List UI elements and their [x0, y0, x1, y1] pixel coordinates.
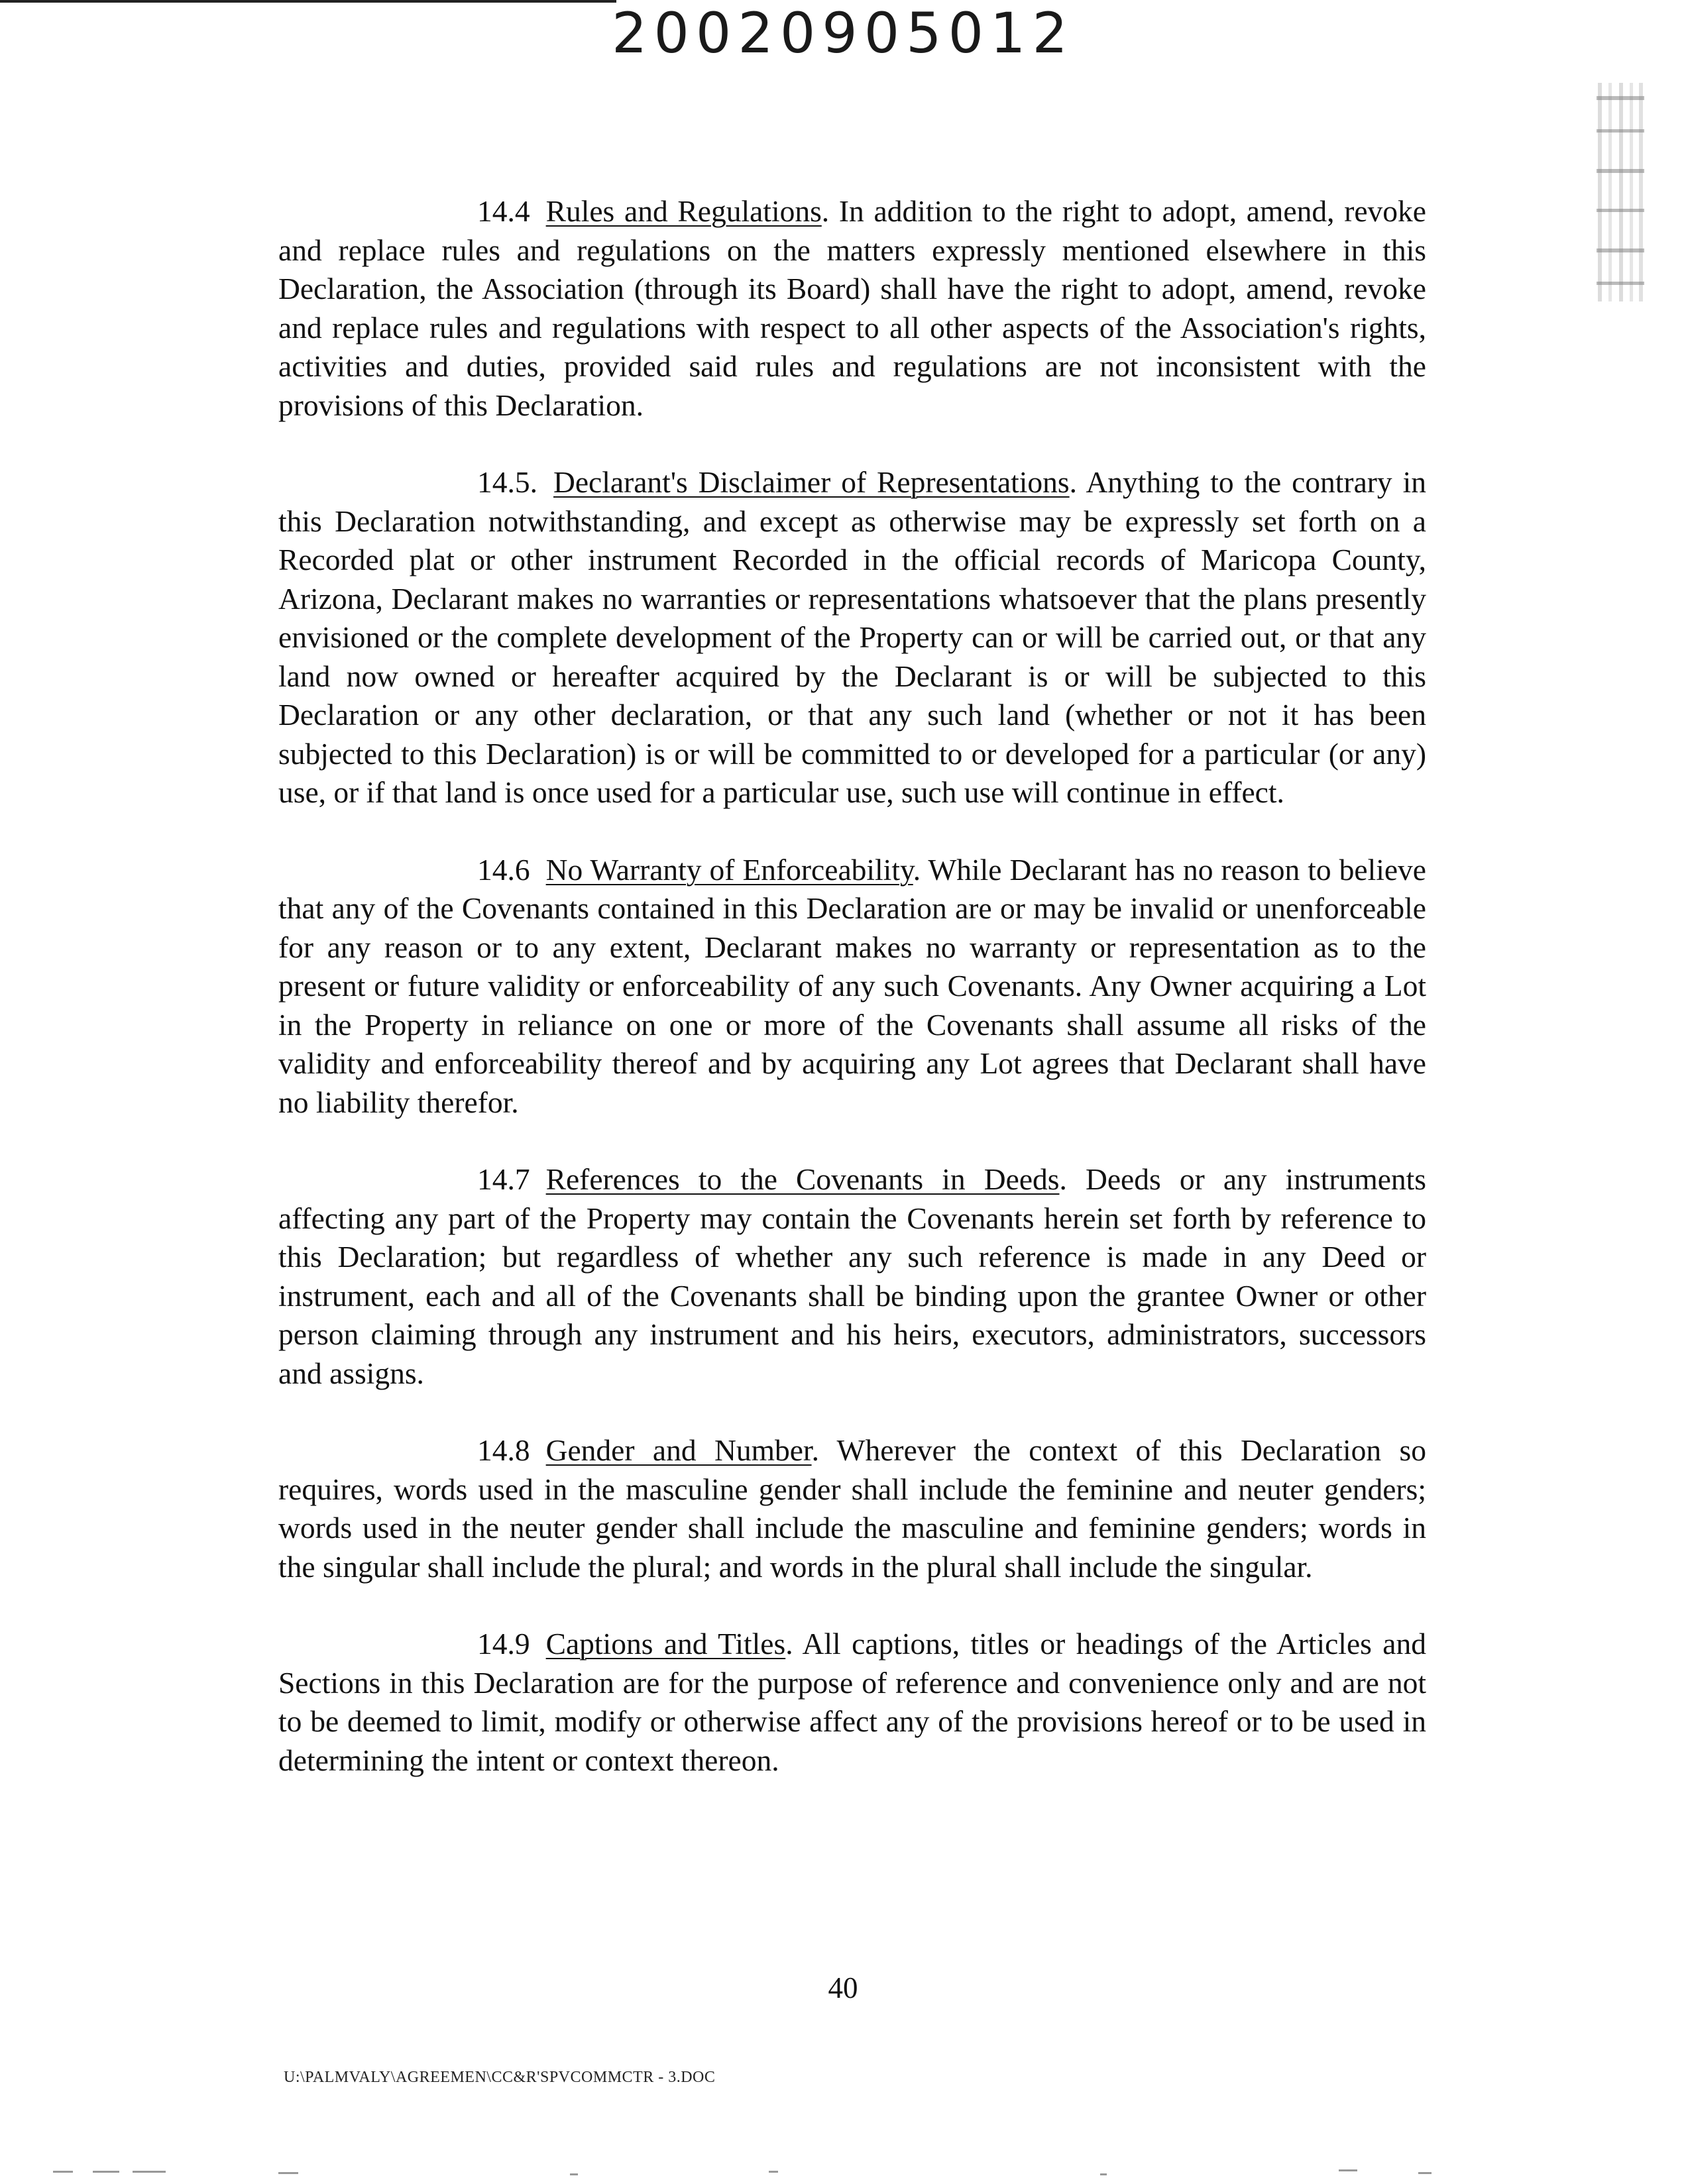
section-heading: References to the Covenants in Deeds [545, 1162, 1060, 1196]
section-number: 14.5. [477, 465, 537, 499]
section-text: Anything to the contrary in this Declaration notwithstanding, and except as otherwise may be expressly set forth on a Recorded plat or other instrument Recorded in the official records of Maricopa County, Arizona, Declarant makes no warranties or representations whatsoever that the plans presently envisioned or the complete development of the Property can or will be carried out, or that any land now owned or hereafter acquired by the Declarant is or will be subjected to this Declaration or any other declaration, or that any such land (whether or not it has been subjected to this Declaration) is or will be committed to or developed for a particular (or any) use, or if that land is once used for a particular use, such use will continue in effect. [278, 465, 1426, 809]
section-14-9: 14.9 Captions and Titles. All captions, titles or headings of the Articles and Sections in this Declaration are for the purpose of reference and convenience only and are not to be deemed to limit, modify or otherwise affect any of the provisions hereof or to be used in determining the intent or context thereon. [278, 1625, 1426, 1780]
file-path: U:\PALMVALY\AGREEMEN\CC&R'SPVCOMMCTR - 3.DOC [284, 2069, 716, 2086]
section-heading: Gender and Number [545, 1433, 812, 1467]
section-heading: Captions and Titles [545, 1627, 786, 1661]
section-number: 14.8 [477, 1433, 530, 1467]
section-text: In addition to the right to adopt, amend, revoke and replace rules and regulations on the matters expressly mentioned elsewhere in this Declaration, the Association (through its Board) shall have the right to adopt, amend, revoke and replace rules and regulations with respect to all other aspects of the Association's rights, activities and duties, provided said rules and regulations are not inconsistent with the provisions of this Declaration. [278, 194, 1426, 422]
section-heading: No Warranty of Enforceability [545, 852, 913, 887]
section-number: 14.7 [477, 1162, 530, 1196]
section-heading: Rules and Regulations [545, 194, 822, 228]
page-number: 40 [828, 1971, 858, 2004]
section-number: 14.9 [477, 1627, 530, 1661]
document-body [278, 192, 1426, 1818]
recording-number: 20020905012 [612, 1, 1074, 66]
section-14-7: 14.7 References to the Covenants in Deeds. Deeds or any instruments affecting any part of the Property may contain the Covenants herein set forth by reference to this Declaration; but regardless of whether any such reference is made in any Deed or instrument, each and all of the Covenants shall be binding upon the grantee Owner or other person claiming through any instrument and his heirs, executors, administrators, successors and assigns. [278, 1160, 1426, 1393]
section-text: Deeds or any instruments affecting any part of the Property may contain the Covenants herein set forth by reference to this Declaration; but regardless of whether any such reference is made in any Deed or instrument, each and all of the Covenants shall be binding upon the grantee Owner or other person claiming through any instrument and his heirs, executors, administrators, successors and assigns. [278, 1162, 1426, 1390]
section-14-5: 14.5. Declarant's Disclaimer of Representations. Anything to the contrary in this Declaration notwithstanding, and except as otherwise may be expressly set forth on a Recorded plat or other instrument Recorded in the official records of Maricopa County, Arizona, Declarant makes no warranties or representations whatsoever that the plans presently envisioned or the complete development of the Property can or will be carried out, or that any land now owned or hereafter acquired by the Declarant is or will be subjected to this Declaration or any other declaration, or that any such land (whether or not it has been subjected to this Declaration) is or will be committed to or developed for a particular (or any) use, or if that land is once used for a particular use, such use will continue in effect. [278, 463, 1426, 812]
section-14-8: 14.8 Gender and Number. Wherever the context of this Declaration so requires, words used in the masculine gender shall include the feminine and neuter genders; words used in the neuter gender shall include the masculine and feminine genders; words in the singular shall include the plural; and words in the plural shall include the singular. [278, 1431, 1426, 1586]
section-number: 14.6 [477, 852, 530, 887]
side-recording-stamp [1594, 83, 1647, 301]
scan-edge-artifacts [0, 2154, 1686, 2180]
section-14-6: 14.6 No Warranty of Enforceability. While Declarant has no reason to believe that any of the Covenants contained in this Declaration are or may be invalid or unenforceable for any reason or to any extent, Declarant makes no warranty or representation as to the present or future validity or enforceability of any such Covenants. Any Owner acquiring a Lot in the Property in reliance on one or more of the Covenants shall assume all risks of the validity and enforceability thereof and by acquiring any Lot agrees that Declarant shall have no liability therefor. [278, 851, 1426, 1122]
section-number: 14.4 [477, 194, 530, 228]
section-text: Wherever the context of this Declaration so requires, words used in the masculine gender shall include the feminine and neuter genders; words used in the neuter gender shall include the masculine and feminine genders; words in the singular shall include the plural; and words in the plural shall include the singular. [278, 1433, 1426, 1584]
section-text: While Declarant has no reason to believe that any of the Covenants contained in this Declaration are or may be invalid or unenforceable for any reason or to any extent, Declarant makes no warranty or representation as to the present or future validity or enforceability of any such Covenants. Any Owner acquiring a Lot in the Property in reliance on one or more of the Covenants shall assume all risks of the validity and enforceability thereof and by acquiring any Lot agrees that Declarant shall have no liability therefor. [278, 852, 1427, 1119]
section-heading: Declarant's Disclaimer of Representations [553, 465, 1070, 499]
section-14-4: 14.4 Rules and Regulations. In addition to the right to adopt, amend, revoke and replace rules and regulations on the matters expressly mentioned elsewhere in this Declaration, the Association (through its Board) shall have the right to adopt, amend, revoke and replace rules and regulations with respect to all other aspects of the Association's rights, activities and duties, provided said rules and regulations are not inconsistent with the provisions of this Declaration. [278, 192, 1426, 425]
section-text: All captions, titles or headings of the Articles and Sections in this Declaration are for the purpose of reference and convenience only and are not to be deemed to limit, modify or otherwise affect any of the provisions hereof or to be used in determining the intent or context thereon. [278, 1627, 1426, 1777]
